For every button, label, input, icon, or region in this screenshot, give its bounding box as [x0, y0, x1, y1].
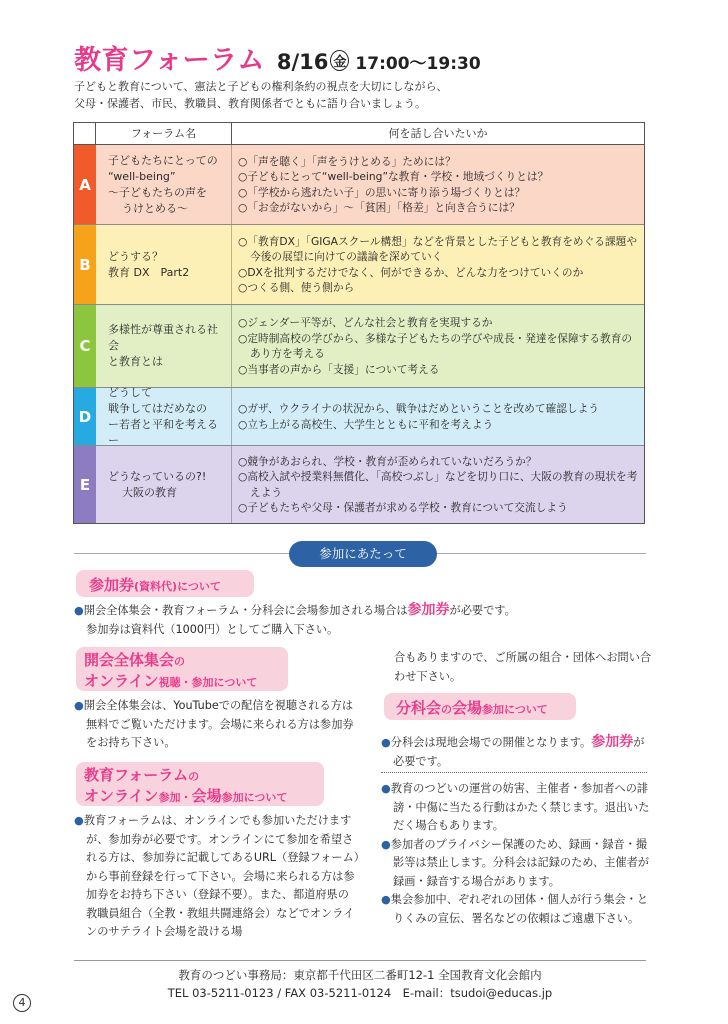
table-row-b [74, 225, 644, 305]
opening-online-label: 開会全体集会の オンライン視聴・参加について [76, 647, 288, 691]
topic-item: ○「声を聴く」「声をうけとめる」ためには？ [238, 154, 456, 168]
forum-online-text-cont: 合もありますので、ご所属の組合・団体へお問い合わせ下さい。 [394, 651, 652, 683]
column-header-forum: フォーラム名 [96, 123, 232, 144]
topic-item: ○「教育DX」「GIGAスクール構想」などを背景とした子どもと教育をめぐる課題や今後の展望に向けての議論を深めていく [238, 234, 638, 263]
forum-online-text: ●教育フォーラムは、オンラインでも参加いただけますが、参加券が必要です。オンラインにて参加を希望される方は、参加券に記載してあるURL（登録フォーム）から事前登録を行って下さい。会場に来られる方は参加券をお持ち下さい（登録不要）。また、都道府県の教職員組合（全教・教組共闘連絡会）などでオンラインのサテライト会場を設ける場 [74, 814, 360, 938]
row-letter: A [74, 145, 96, 224]
topic-item: ○ガザ、ウクライナの状況から、戦争はだめということを改めて確認しよう [238, 402, 599, 415]
forum-online-label: 教育フォーラムの オンライン参加・会場参加について [76, 762, 324, 806]
topic-item: ○競争があおられ、学校・教育が歪められていないだろうか？ [238, 454, 537, 468]
page-title: 教育フォーラム [74, 45, 265, 76]
topic-list [232, 225, 644, 304]
row-letter: B [74, 225, 96, 304]
notes-list [381, 780, 651, 928]
table-row-c [74, 305, 644, 388]
table-header [74, 123, 644, 145]
topic-list [232, 145, 644, 224]
section-heading: 参加にあたって [289, 541, 437, 567]
topic-item: ○つくる側、使う側から [238, 281, 355, 294]
event-day-of-week: 金 [330, 50, 349, 71]
forum-name: 子どもたちにとっての “well-being” 〜子どもたちの声を うけとめる〜 [96, 145, 232, 224]
ticket-label: 参加券(資料代)について [76, 570, 254, 597]
topic-item: ○「お金がないから」〜「貧困」「格差」と向き合うには？ [238, 201, 520, 214]
note-item: ●教育のつどいの運営の妨害、主催者・参加者への誹謗・中傷に当たる行動はかたく禁じます。退出いただく場合もあります。 [381, 782, 650, 832]
topic-list [232, 305, 644, 387]
notes-divider [381, 772, 647, 773]
intro-line: 子どもと教育について、憲法と子どもの権利条約の視点を大切にしながら、 [74, 80, 448, 93]
row-letter: C [74, 305, 96, 387]
topic-list [232, 446, 644, 523]
topic-item: ○子どもにとって“well-being”な教育・学校・地域づくりとは？ [238, 170, 549, 183]
table-row-e [74, 446, 644, 523]
page-title-row [74, 38, 481, 77]
footer-address: 教育のつどい事務局：東京都千代田区二番町12-1 全国教育文化会館内 [178, 968, 542, 982]
note-item: ●集会参加中、ぞれぞれの団体・個人が行う集会・とりくみの宣伝、署名などの依頼はご遠慮下さい。 [381, 893, 649, 925]
intro-text [74, 78, 654, 112]
topic-item: ○「学校から逃れたい子」の思いに寄り添う場づくりとは？ [238, 185, 526, 199]
forum-table [73, 122, 645, 524]
row-letter: D [74, 388, 96, 445]
bunka-label: 分科会の会場参加について [384, 693, 576, 720]
column-header-topic: 何を話し合いたいか [388, 127, 488, 140]
forum-name: 多様性が尊重される社会 と教育とは [96, 305, 232, 387]
intro-line: 父母・保護者、市民、教職員、教育関係者でともに語り合いましょう。 [74, 97, 426, 110]
page-number: 4 [13, 994, 31, 1012]
forum-name: どうする？ 教育 DX Part2 [96, 225, 232, 304]
topic-item: ○子どもたちや父母・保護者が求める学校・教育について交流しよう [238, 501, 568, 514]
row-letter: E [74, 446, 96, 523]
ticket-text: ●開会全体集会・教育フォーラム・分科会に会場参加される場合は参加券が必要です。 参加券は資料代（1000円）としてご購入下さい。 [74, 602, 516, 636]
event-time: 17:00〜19:30 [355, 54, 481, 74]
topic-item: ○当事者の声から「支援」について考える [238, 362, 440, 376]
topic-item: ○定時制高校の学びから、多様な子どもたちの学びや成長・発達を保障する教育のあり方を考える [238, 331, 633, 360]
topic-list [232, 388, 644, 445]
event-date: 8/16 [276, 50, 329, 74]
topic-item: ○DXを批判するだけでなく、何ができるか、どんな力をつけていくのか [238, 265, 584, 279]
topic-item: ○立ち上がる高校生、大学生とともに平和を考えよう [238, 417, 494, 431]
topic-item: ○ジェンダー平等が、どんな社会と教育を実現するか [238, 316, 493, 329]
topic-item: ○高校入試や授業料無償化、「高校つぶし」などを切り口に、大阪の教育の現状を考えよう [238, 470, 638, 499]
table-row-a [74, 145, 644, 225]
note-item: ●参加者のプライバシー保護のため、録画・録音・撮影等は禁止します。分科会は記録のため、主催者が録画・録音する場合があります。 [381, 837, 649, 888]
footer [74, 966, 646, 1002]
footer-contact: TEL 03-5211-0123 / FAX 03-5211-0124 E-mail：tsudoi@educas.jp [167, 986, 553, 1000]
forum-name: どうして 戦争してはだめなの ー若者と平和を考えるー [96, 388, 232, 445]
footer-divider [74, 960, 646, 961]
bunka-text: ●分科会は現地会場での開催となります。参加券が必要です。 [381, 734, 645, 768]
opening-online-text: ●開会全体集会は、YouTubeでの配信を視聴される方は無料でご覧いただけます。会場に来られる方は参加券をお持ち下さい。 [74, 699, 354, 749]
forum-name: どうなっているの?! 大阪の教育 [96, 446, 232, 523]
table-row-d [74, 385, 644, 447]
